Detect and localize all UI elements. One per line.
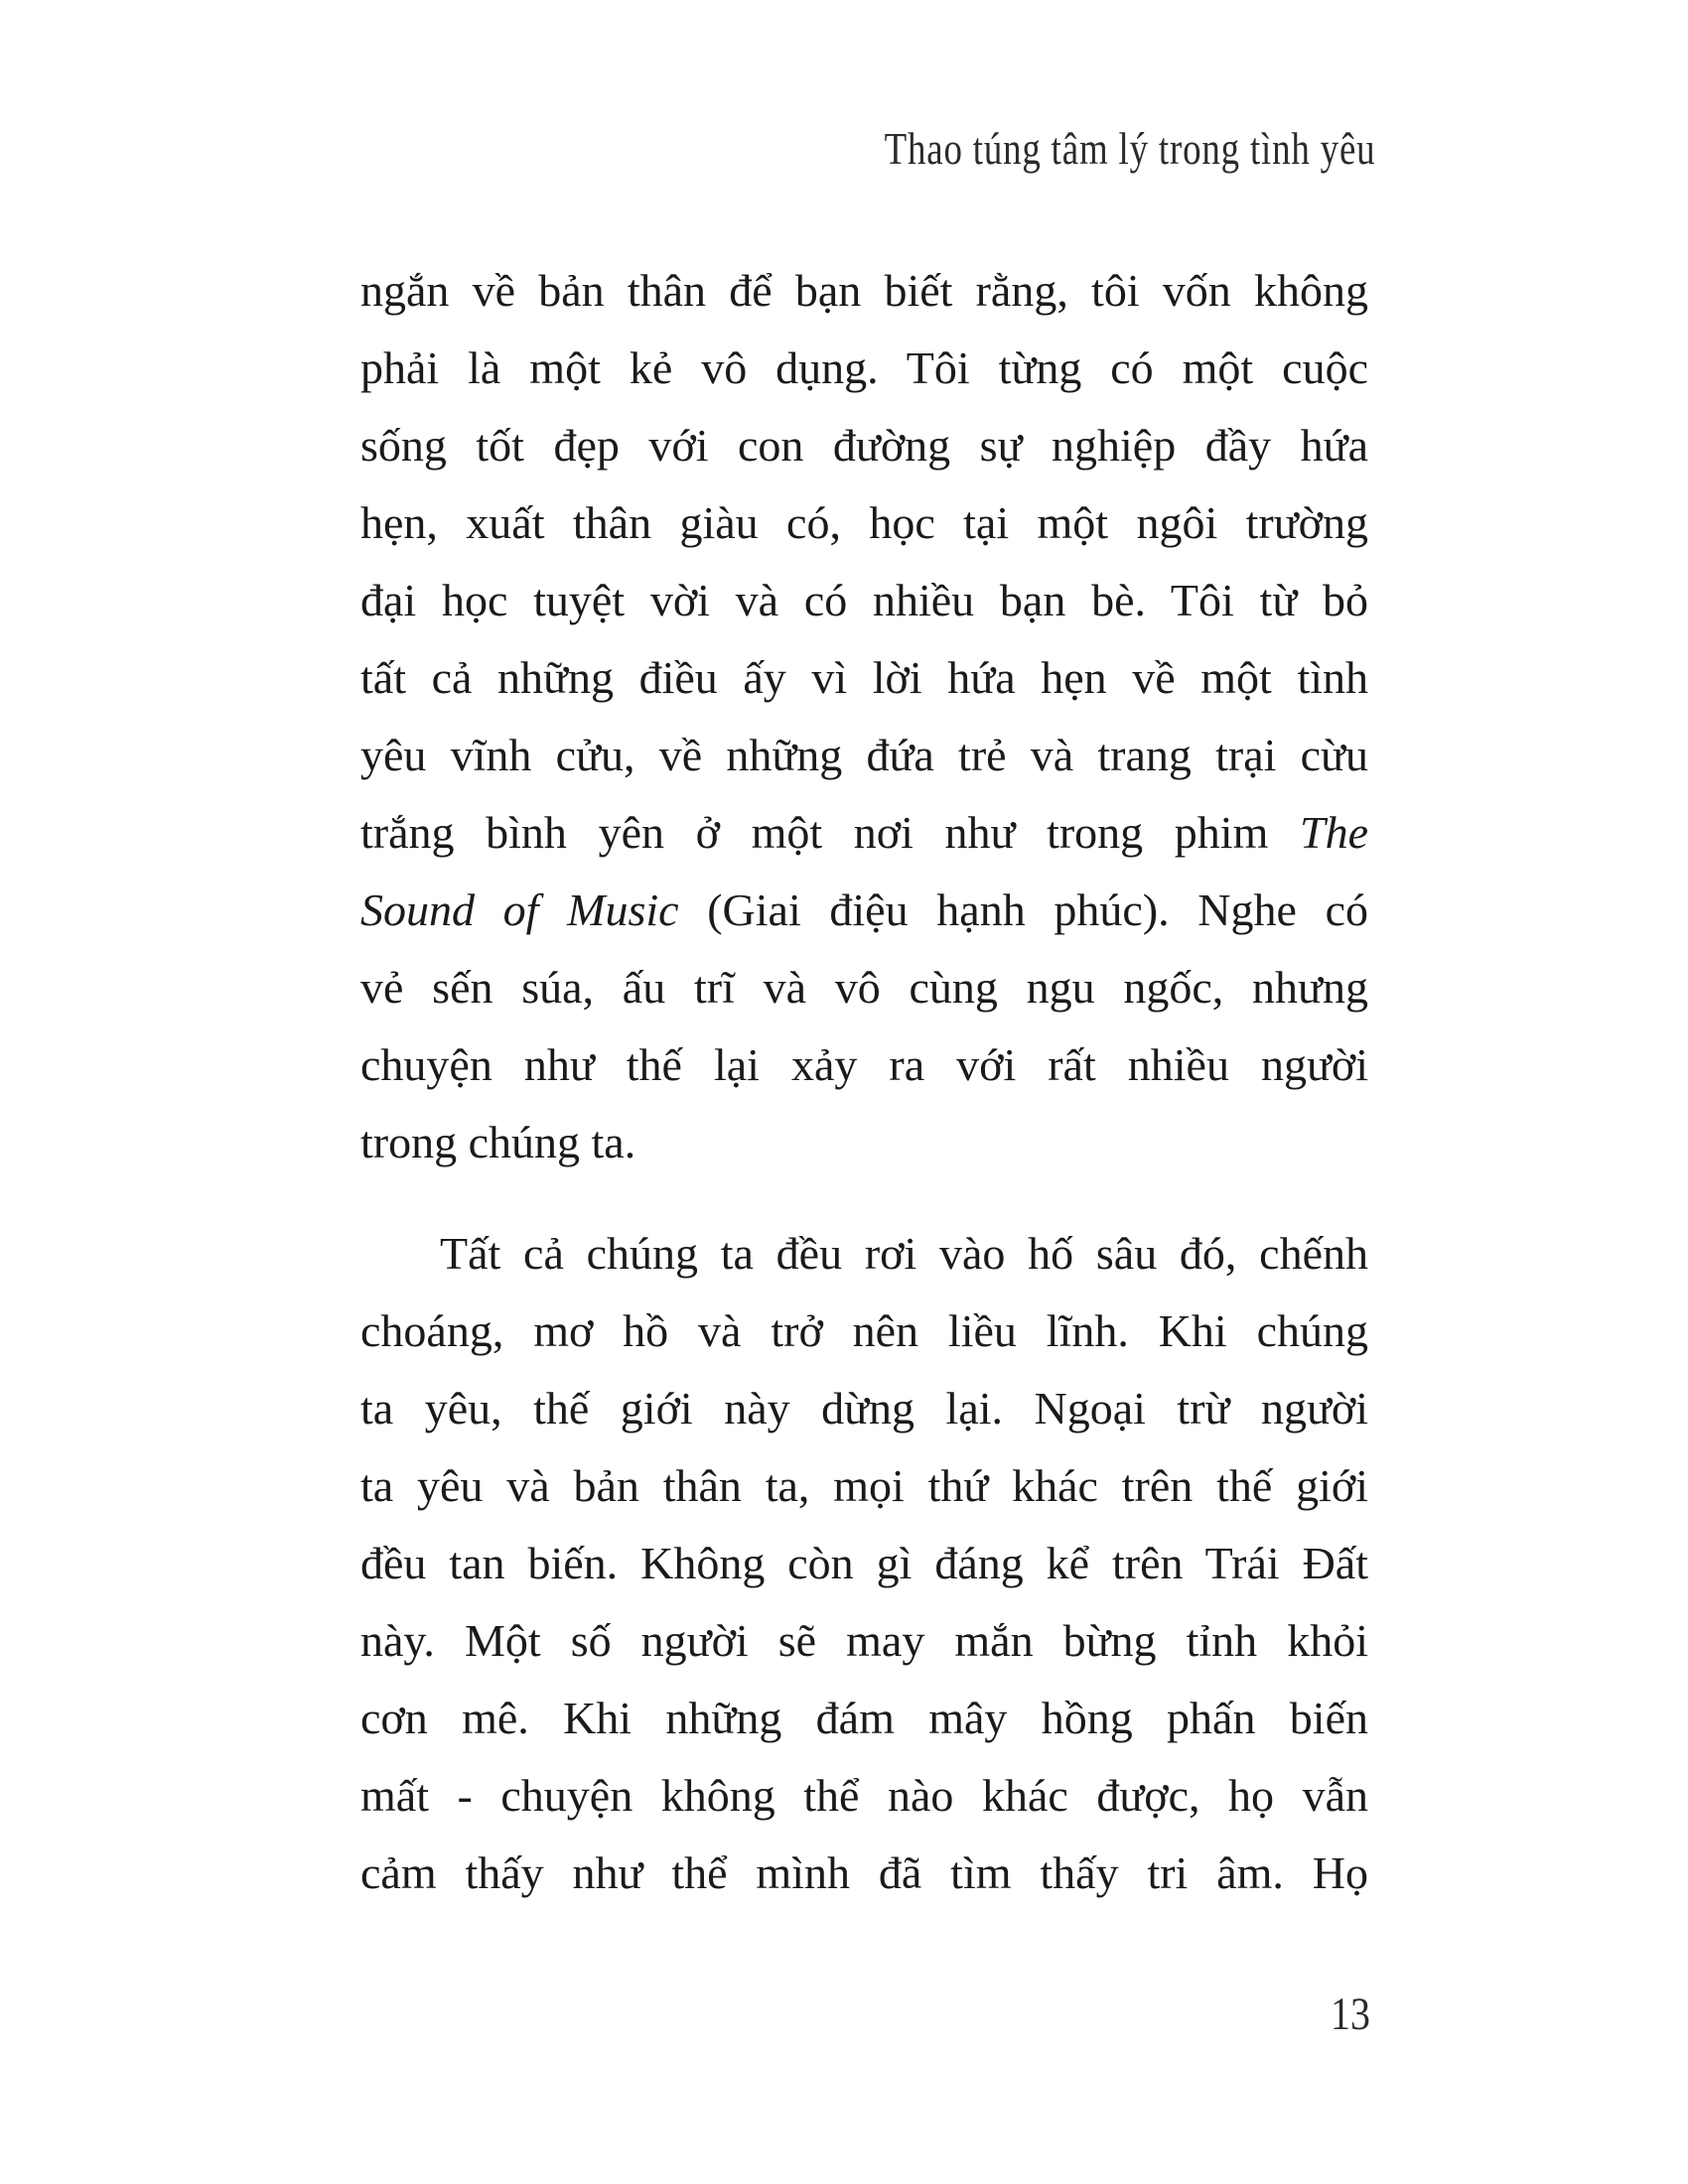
text-line [360, 1370, 1368, 1447]
text-line [360, 407, 1368, 484]
italic-text-segment: The [1300, 807, 1368, 858]
paragraph [360, 252, 1368, 1181]
text-segment: đại học tuyệt vời và có nhiều bạn bè. Tôi từ bỏ [360, 575, 1368, 625]
text-segment: choáng, mơ hồ và trở nên liều lĩnh. Khi chúng [360, 1305, 1368, 1356]
text-segment: (Giai điệu hạnh phúc). Nghe có [678, 885, 1368, 935]
text-segment: chuyện như thế lại xảy ra với rất nhiều người [360, 1039, 1368, 1090]
text-segment: trong chúng ta. [360, 1117, 636, 1167]
text-segment: đều tan biến. Không còn gì đáng kể trên Trái Đất [360, 1538, 1368, 1588]
text-segment: cơn mê. Khi những đám mây hồng phấn biến [360, 1693, 1368, 1743]
text-line [360, 562, 1368, 639]
text-line [360, 1104, 1368, 1181]
text-line [360, 330, 1368, 407]
text-line [360, 639, 1368, 717]
text-segment: trắng bình yên ở một nơi như trong phim [360, 807, 1300, 858]
text-line [360, 949, 1368, 1026]
text-line [360, 1026, 1368, 1104]
text-segment: phải là một kẻ vô dụng. Tôi từng có một cuộc [360, 342, 1368, 393]
text-segment: Tất cả chúng ta đều rơi vào hố sâu đó, chếnh [440, 1228, 1368, 1279]
italic-text-segment: Sound of Music [360, 885, 679, 935]
text-segment: hẹn, xuất thân giàu có, học tại một ngôi trường [360, 497, 1368, 548]
text-line [360, 1835, 1368, 1912]
page-number: 13 [1331, 1988, 1370, 2040]
text-line [360, 1293, 1368, 1370]
text-line [360, 1602, 1368, 1680]
text-segment: sống tốt đẹp với con đường sự nghiệp đầy hứa [360, 420, 1368, 471]
text-line [360, 1525, 1368, 1602]
text-line [360, 794, 1368, 872]
text-segment: ta yêu, thế giới này dừng lại. Ngoại trừ người [360, 1383, 1368, 1433]
text-line [360, 1447, 1368, 1525]
text-segment: ngắn về bản thân để bạn biết rằng, tôi vốn không [360, 265, 1368, 316]
text-line [360, 717, 1368, 794]
text-line [360, 484, 1368, 562]
text-segment: yêu vĩnh cửu, về những đứa trẻ và trang trại cừu [360, 730, 1368, 780]
text-line [360, 872, 1368, 949]
text-segment: vẻ sến súa, ấu trĩ và vô cùng ngu ngốc, nhưng [360, 962, 1368, 1013]
body-text-block [360, 252, 1368, 1912]
text-line [360, 1215, 1368, 1293]
text-segment: tất cả những điều ấy vì lời hứa hẹn về một tình [360, 652, 1368, 703]
paragraph [360, 1215, 1368, 1912]
running-header-book-title: Thao túng tâm lý trong tình yêu [884, 124, 1375, 174]
text-line [360, 1757, 1368, 1835]
text-line [360, 252, 1368, 330]
text-segment: ta yêu và bản thân ta, mọi thứ khác trên thế giới [360, 1460, 1368, 1511]
text-line [360, 1680, 1368, 1757]
text-segment: cảm thấy như thể mình đã tìm thấy tri âm. Họ [360, 1847, 1368, 1898]
text-segment: mất - chuyện không thể nào khác được, họ vẫn [360, 1770, 1368, 1821]
text-segment: này. Một số người sẽ may mắn bừng tỉnh khỏi [360, 1615, 1368, 1666]
